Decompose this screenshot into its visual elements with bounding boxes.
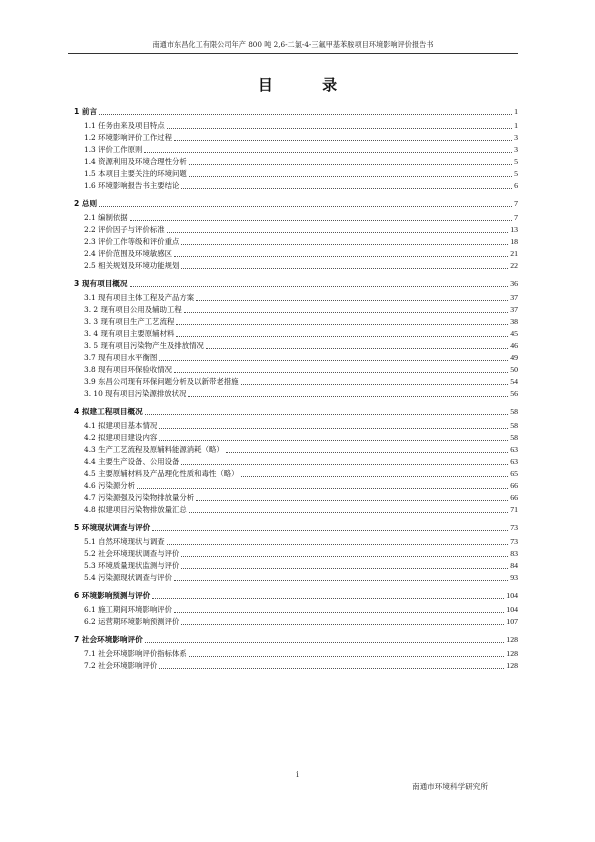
toc-section[interactable] <box>74 548 518 560</box>
dot-leader <box>181 188 512 189</box>
toc-section[interactable] <box>74 648 518 660</box>
toc-chapter-page-number: 58 <box>510 407 518 416</box>
toc-section[interactable] <box>74 352 518 364</box>
dot-leader <box>174 372 508 373</box>
toc-section-page-number: 58 <box>510 421 518 430</box>
dot-leader <box>241 476 509 477</box>
toc-section-page-number: 58 <box>510 433 518 442</box>
toc-section-page-number: 66 <box>510 493 518 502</box>
toc-chapter[interactable] <box>74 198 518 210</box>
toc-section-label: 3. 10 现有项目污染源排放状况 <box>84 389 187 398</box>
dot-leader <box>188 396 508 397</box>
toc-section-page-number: 66 <box>510 481 518 490</box>
toc-section-label: 2.1 编制依据 <box>84 213 128 222</box>
toc-section[interactable] <box>74 364 518 376</box>
toc-chapter[interactable] <box>74 406 518 418</box>
toc-chapter-page-number: 36 <box>510 279 518 288</box>
toc-section-page-number: 46 <box>510 341 518 350</box>
toc-section[interactable] <box>74 456 518 468</box>
toc-section[interactable] <box>74 560 518 572</box>
dot-leader <box>159 440 508 441</box>
toc-section-label: 2.3 评价工作等级和评价重点 <box>84 237 180 246</box>
toc-section-label: 4.3 生产工艺流程及原辅料能源消耗（略） <box>84 445 224 454</box>
dot-leader <box>174 256 508 257</box>
dot-leader <box>176 336 508 337</box>
dot-leader <box>181 464 508 465</box>
toc-section[interactable] <box>74 572 518 584</box>
toc-chapter-page-number: 73 <box>510 523 518 532</box>
toc-section-label: 7.2 社会环境影响评价 <box>84 661 158 670</box>
toc-section-page-number: 65 <box>510 469 518 478</box>
toc-section[interactable] <box>74 224 518 236</box>
dot-leader <box>144 152 512 153</box>
toc-chapter-page-number: 128 <box>506 635 518 644</box>
page-number: i <box>296 770 299 779</box>
toc-section[interactable] <box>74 304 518 316</box>
toc-chapter[interactable] <box>74 278 518 290</box>
toc-section[interactable] <box>74 420 518 432</box>
dot-leader <box>174 612 504 613</box>
toc-section[interactable] <box>74 616 518 628</box>
toc-section[interactable] <box>74 604 518 616</box>
toc-section-label: 3. 5 现有项目污染物产生及排放情况 <box>84 341 204 350</box>
toc-section-page-number: 50 <box>510 365 518 374</box>
dot-leader <box>99 206 512 207</box>
toc-section[interactable] <box>74 492 518 504</box>
toc-section[interactable] <box>74 168 518 180</box>
dot-leader <box>181 244 508 245</box>
toc-chapter-page-number: 7 <box>514 199 518 208</box>
toc-section[interactable] <box>74 660 518 672</box>
toc-section-page-number: 38 <box>510 317 518 326</box>
toc-section[interactable] <box>74 156 518 168</box>
toc-section-page-number: 54 <box>510 377 518 386</box>
toc-section[interactable] <box>74 292 518 304</box>
toc-section-label: 3.9 东昌公司现有环保问题分析及以新带老措施 <box>84 377 239 386</box>
table-of-contents <box>74 106 518 672</box>
toc-section-page-number: 63 <box>510 457 518 466</box>
dot-leader <box>241 384 509 385</box>
toc-section-page-number: 37 <box>510 305 518 314</box>
toc-chapter-label: 7 社会环境影响评价 <box>74 635 143 644</box>
toc-section-label: 4.4 主要生产设备、公用设备 <box>84 457 180 466</box>
toc-section-label: 5.1 自然环境现状与调查 <box>84 537 165 546</box>
toc-section[interactable] <box>74 212 518 224</box>
toc-section-label: 2.2 评价因子与评价标准 <box>84 225 165 234</box>
toc-section[interactable] <box>74 132 518 144</box>
toc-chapter-label: 5 环境现状调查与评价 <box>74 523 151 532</box>
toc-section[interactable] <box>74 388 518 400</box>
toc-section[interactable] <box>74 340 518 352</box>
dot-leader <box>130 286 509 287</box>
toc-section[interactable] <box>74 144 518 156</box>
dot-leader <box>196 500 508 501</box>
toc-section[interactable] <box>74 180 518 192</box>
toc-chapter-label: 6 环境影响预测与评价 <box>74 591 151 600</box>
dot-leader <box>189 176 512 177</box>
toc-section[interactable] <box>74 444 518 456</box>
toc-section-label: 1.1 任务由来及项目特点 <box>84 121 165 130</box>
dot-leader <box>137 488 508 489</box>
toc-section[interactable] <box>74 328 518 340</box>
toc-section-page-number: 56 <box>510 389 518 398</box>
dot-leader <box>181 624 504 625</box>
toc-chapter[interactable] <box>74 522 518 534</box>
toc-section-page-number: 1 <box>514 121 518 130</box>
toc-section-label: 5.2 社会环境现状调查与评价 <box>84 549 180 558</box>
toc-chapter-page-number: 104 <box>506 591 518 600</box>
toc-section-page-number: 49 <box>510 353 518 362</box>
dot-leader <box>167 128 512 129</box>
toc-section-page-number: 37 <box>510 293 518 302</box>
toc-section-page-number: 63 <box>510 445 518 454</box>
toc-section[interactable] <box>74 376 518 388</box>
toc-chapter[interactable] <box>74 634 518 646</box>
dot-leader <box>189 512 508 513</box>
dot-leader <box>181 556 508 557</box>
toc-section-page-number: 5 <box>514 169 518 178</box>
toc-section[interactable] <box>74 432 518 444</box>
toc-section-page-number: 7 <box>514 213 518 222</box>
toc-section-label: 7.1 社会环境影响评价指标体系 <box>84 649 187 658</box>
toc-section[interactable] <box>74 260 518 272</box>
dot-leader <box>174 580 508 581</box>
dot-leader <box>159 668 504 669</box>
dot-leader <box>189 164 512 165</box>
toc-section-label: 4.8 拟建项目污染物排放量汇总 <box>84 505 187 514</box>
dot-leader <box>130 220 512 221</box>
toc-section-label: 3. 3 现有项目生产工艺流程 <box>84 317 175 326</box>
toc-section-label: 3. 2 现有项目公用及辅助工程 <box>84 305 182 314</box>
dot-leader <box>152 530 508 531</box>
dot-leader <box>206 348 508 349</box>
toc-section-label: 6.1 施工期间环境影响评价 <box>84 605 173 614</box>
dot-leader <box>167 232 509 233</box>
toc-section-label: 3. 4 现有项目主要原辅材料 <box>84 329 175 338</box>
toc-section-label: 5.4 污染源现状调查与评价 <box>84 573 173 582</box>
toc-section-label: 3.1 现有项目主体工程及产品方案 <box>84 293 195 302</box>
dot-leader <box>167 544 509 545</box>
toc-section-page-number: 128 <box>506 661 518 670</box>
toc-section-page-number: 6 <box>514 181 518 190</box>
dot-leader <box>189 656 505 657</box>
toc-section-page-number: 71 <box>510 505 518 514</box>
toc-section[interactable] <box>74 236 518 248</box>
footer-organization: 南通市环境科学研究所 <box>412 782 488 791</box>
dot-leader <box>176 324 508 325</box>
toc-section-label: 5.3 环境质量现状监测与评价 <box>84 561 180 570</box>
toc-chapter-label: 1 前言 <box>74 107 98 116</box>
toc-section-label: 2.5 相关规划及环境功能规划 <box>84 261 180 270</box>
dot-leader <box>99 114 512 115</box>
toc-section[interactable] <box>74 536 518 548</box>
toc-section-label: 4.5 主要原辅材料及产品理化性质和毒性（略） <box>84 469 239 478</box>
toc-section-page-number: 107 <box>506 617 518 626</box>
dot-leader <box>152 598 504 599</box>
toc-section-label: 3.8 现有项目环保验收情况 <box>84 365 173 374</box>
dot-leader <box>145 414 509 415</box>
toc-chapter[interactable] <box>74 590 518 602</box>
toc-section[interactable] <box>74 248 518 260</box>
toc-section-page-number: 83 <box>510 549 518 558</box>
toc-section-page-number: 45 <box>510 329 518 338</box>
toc-chapter-label: 2 总则 <box>74 199 98 208</box>
toc-section[interactable] <box>74 120 518 132</box>
toc-section-page-number: 104 <box>506 605 518 614</box>
running-header: 南通市东昌化工有限公司年产 800 吨 2,6-二氯-4-三氟甲基苯胺项目环境影响评价报告书 <box>152 40 434 49</box>
toc-section[interactable] <box>74 316 518 328</box>
toc-section-page-number: 93 <box>510 573 518 582</box>
toc-section-label: 1.6 环境影响报告书主要结论 <box>84 181 180 190</box>
toc-section-label: 3.7 现有项目水平衡图 <box>84 353 158 362</box>
dot-leader <box>226 452 508 453</box>
dot-leader <box>159 360 508 361</box>
dot-leader <box>174 140 512 141</box>
toc-section-page-number: 3 <box>514 133 518 142</box>
toc-chapter-label: 4 拟建工程项目概况 <box>74 407 143 416</box>
toc-section-page-number: 18 <box>510 237 518 246</box>
dot-leader <box>145 642 505 643</box>
dot-leader <box>159 428 508 429</box>
toc-section-page-number: 13 <box>510 225 518 234</box>
toc-section-page-number: 21 <box>510 249 518 258</box>
toc-section-page-number: 73 <box>510 537 518 546</box>
toc-section-label: 1.5 本项目主要关注的环境问题 <box>84 169 187 178</box>
toc-section-page-number: 128 <box>506 649 518 658</box>
toc-section-label: 1.2 环境影响评价工作过程 <box>84 133 173 142</box>
toc-title: 目 录 <box>257 76 360 94</box>
toc-section-page-number: 84 <box>510 561 518 570</box>
toc-section-label: 1.3 评价工作原则 <box>84 145 143 154</box>
toc-chapter-label: 3 现有项目概况 <box>74 279 128 288</box>
toc-section-label: 4.1 拟建项目基本情况 <box>84 421 158 430</box>
toc-section-label: 2.4 评价范围及环境敏感区 <box>84 249 173 258</box>
toc-section-page-number: 3 <box>514 145 518 154</box>
toc-section[interactable] <box>74 504 518 516</box>
dot-leader <box>181 568 508 569</box>
dot-leader <box>196 300 508 301</box>
toc-chapter-page-number: 1 <box>514 107 518 116</box>
toc-chapter[interactable] <box>74 106 518 118</box>
toc-section-label: 1.4 资源利用及环境合理性分析 <box>84 157 187 166</box>
toc-section-label: 4.6 污染源分析 <box>84 481 136 490</box>
toc-section-page-number: 5 <box>514 157 518 166</box>
toc-section[interactable] <box>74 468 518 480</box>
header-rule <box>68 53 518 54</box>
toc-section-page-number: 22 <box>510 261 518 270</box>
toc-section[interactable] <box>74 480 518 492</box>
dot-leader <box>184 312 508 313</box>
toc-section-label: 6.2 运营期环境影响预测评价 <box>84 617 180 626</box>
dot-leader <box>181 268 508 269</box>
toc-section-label: 4.2 拟建项目建设内容 <box>84 433 158 442</box>
toc-section-label: 4.7 污染源强及污染物排放量分析 <box>84 493 195 502</box>
